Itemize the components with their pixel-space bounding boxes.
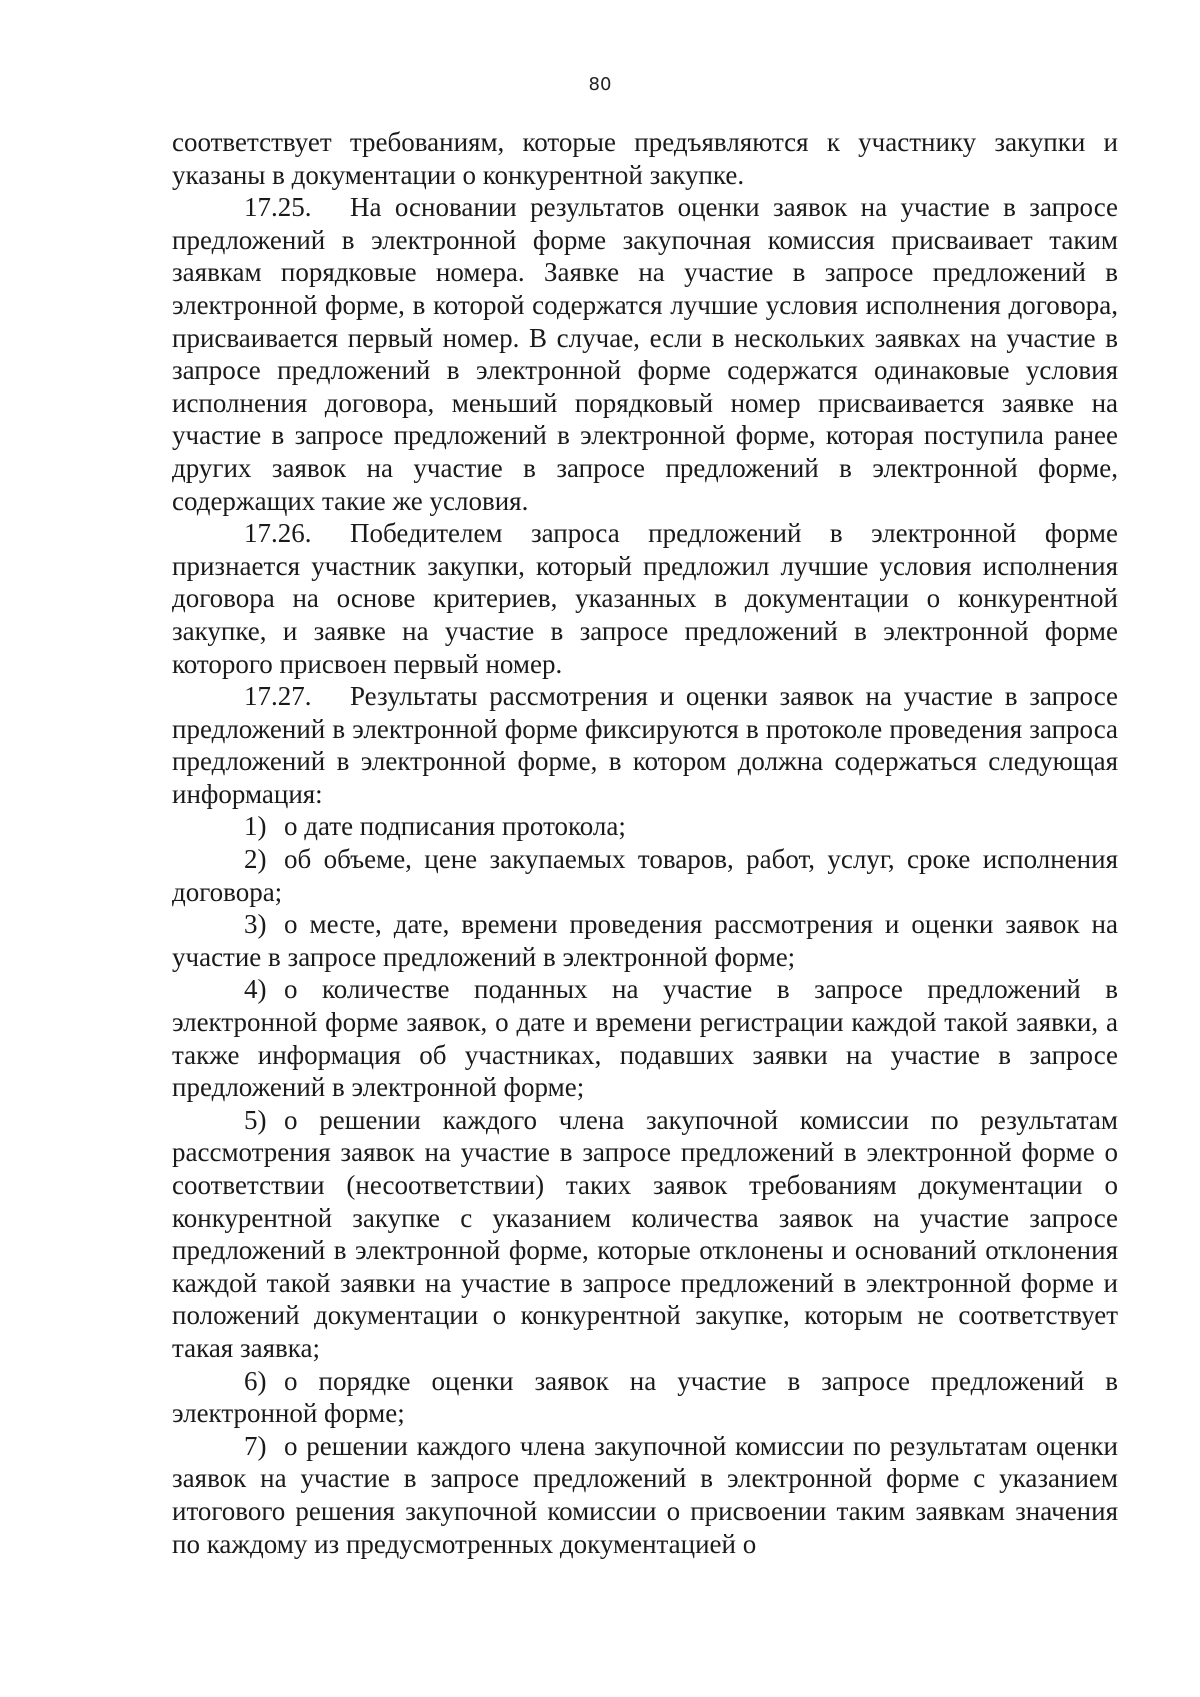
clause-number: 17.25. <box>244 192 312 223</box>
item-number: 3) <box>244 909 267 940</box>
item-text: о количестве поданных на участие в запросе предложений в электронной форме заявок, о дате и времени регистрации каждой такой заявки, а также информация об участниках, подавших заявки на участие в запросе предложений в электронной форме; <box>172 974 1118 1103</box>
item-number: 6) <box>244 1365 267 1396</box>
paragraph-text: соответствует требованиям, которые предъявляются к участнику закупки и указаны в документации о конкурентной закупке. <box>172 127 1118 190</box>
clause-number: 17.26. <box>244 518 312 549</box>
item-number: 1) <box>244 811 267 842</box>
item-number: 2) <box>244 844 267 875</box>
item-number: 7) <box>244 1430 267 1461</box>
clause-17-26 <box>172 517 1118 680</box>
list-item-3 <box>172 908 1118 973</box>
clause-17-25 <box>172 191 1118 517</box>
list-item-6 <box>172 1365 1118 1430</box>
list-item-7 <box>172 1430 1118 1560</box>
page-number: 80 <box>588 74 612 95</box>
item-text: о порядке оценки заявок на участие в запросе предложений в электронной форме; <box>172 1365 1118 1429</box>
item-text: о дате подписания протокола; <box>284 811 626 842</box>
clause-text: Результаты рассмотрения и оценки заявок на участие в запросе предложений в электронной форме фиксируются в протоколе проведения запроса предложений в электронной форме, в котором должна содержаться следующая информация: <box>172 681 1118 809</box>
item-number: 5) <box>244 1104 267 1135</box>
item-text: о месте, дате, времени проведения рассмотрения и оценки заявок на участие в запросе предложений в электронной форме; <box>172 909 1118 972</box>
list-item-5 <box>172 1104 1118 1365</box>
document-body <box>172 126 1118 1560</box>
paragraph-continuation <box>172 126 1118 191</box>
clause-17-27 <box>172 680 1118 810</box>
list-item-4 <box>172 973 1118 1103</box>
list-item-2 <box>172 843 1118 908</box>
item-text: об объеме, цене закупаемых товаров, работ, услуг, сроке исполнения договора; <box>172 844 1118 907</box>
clause-number: 17.27. <box>244 681 312 712</box>
item-number: 4) <box>244 974 267 1005</box>
list-item-1 <box>172 810 1118 843</box>
clause-text: На основании результатов оценки заявок на участие в запросе предложений в электронной форме закупочная комиссия присваивает таким заявкам порядковые номера. Заявке на участие в запросе предложений в электронной форме, в которой содержатся лучшие условия исполнения договора, присваивается первый номер. В случае, если в нескольких заявках на участие в запросе предложений в электронной форме содержатся одинаковые условия исполнения договора, меньший порядковый номер присваивается заявке на участие в запросе предложений в электронной форме, которая поступила ранее других заявок на участие в запросе предложений в электронной форме, содержащих такие же условия. <box>172 192 1118 516</box>
item-text: о решении каждого члена закупочной комиссии по результатам оценки заявок на участие в запросе предложений в электронной форме с указанием итогового решения закупочной комиссии о присвоении таким заявкам значения по каждому из предусмотренных документацией о <box>172 1430 1118 1559</box>
clause-text: Победителем запроса предложений в электронной форме признается участник закупки, который предложил лучшие условия исполнения договора на основе критериев, указанных в документации о конкурентной закупке, и заявке на участие в запросе предложений в электронной форме которого присвоен первый номер. <box>172 518 1118 679</box>
item-text: о решении каждого члена закупочной комиссии по результатам рассмотрения заявок на участие в запросе предложений в электронной форме о соответствии (несоответствии) таких заявок требованиям документации о конкурентной закупке с указанием количества заявок на участие запросе предложений в электронной форме, которые отклонены и оснований отклонения каждой такой заявки на участие в запросе предложений в электронной форме и положений документации о конкурентной закупке, которым не соответствует такая заявка; <box>172 1104 1118 1363</box>
